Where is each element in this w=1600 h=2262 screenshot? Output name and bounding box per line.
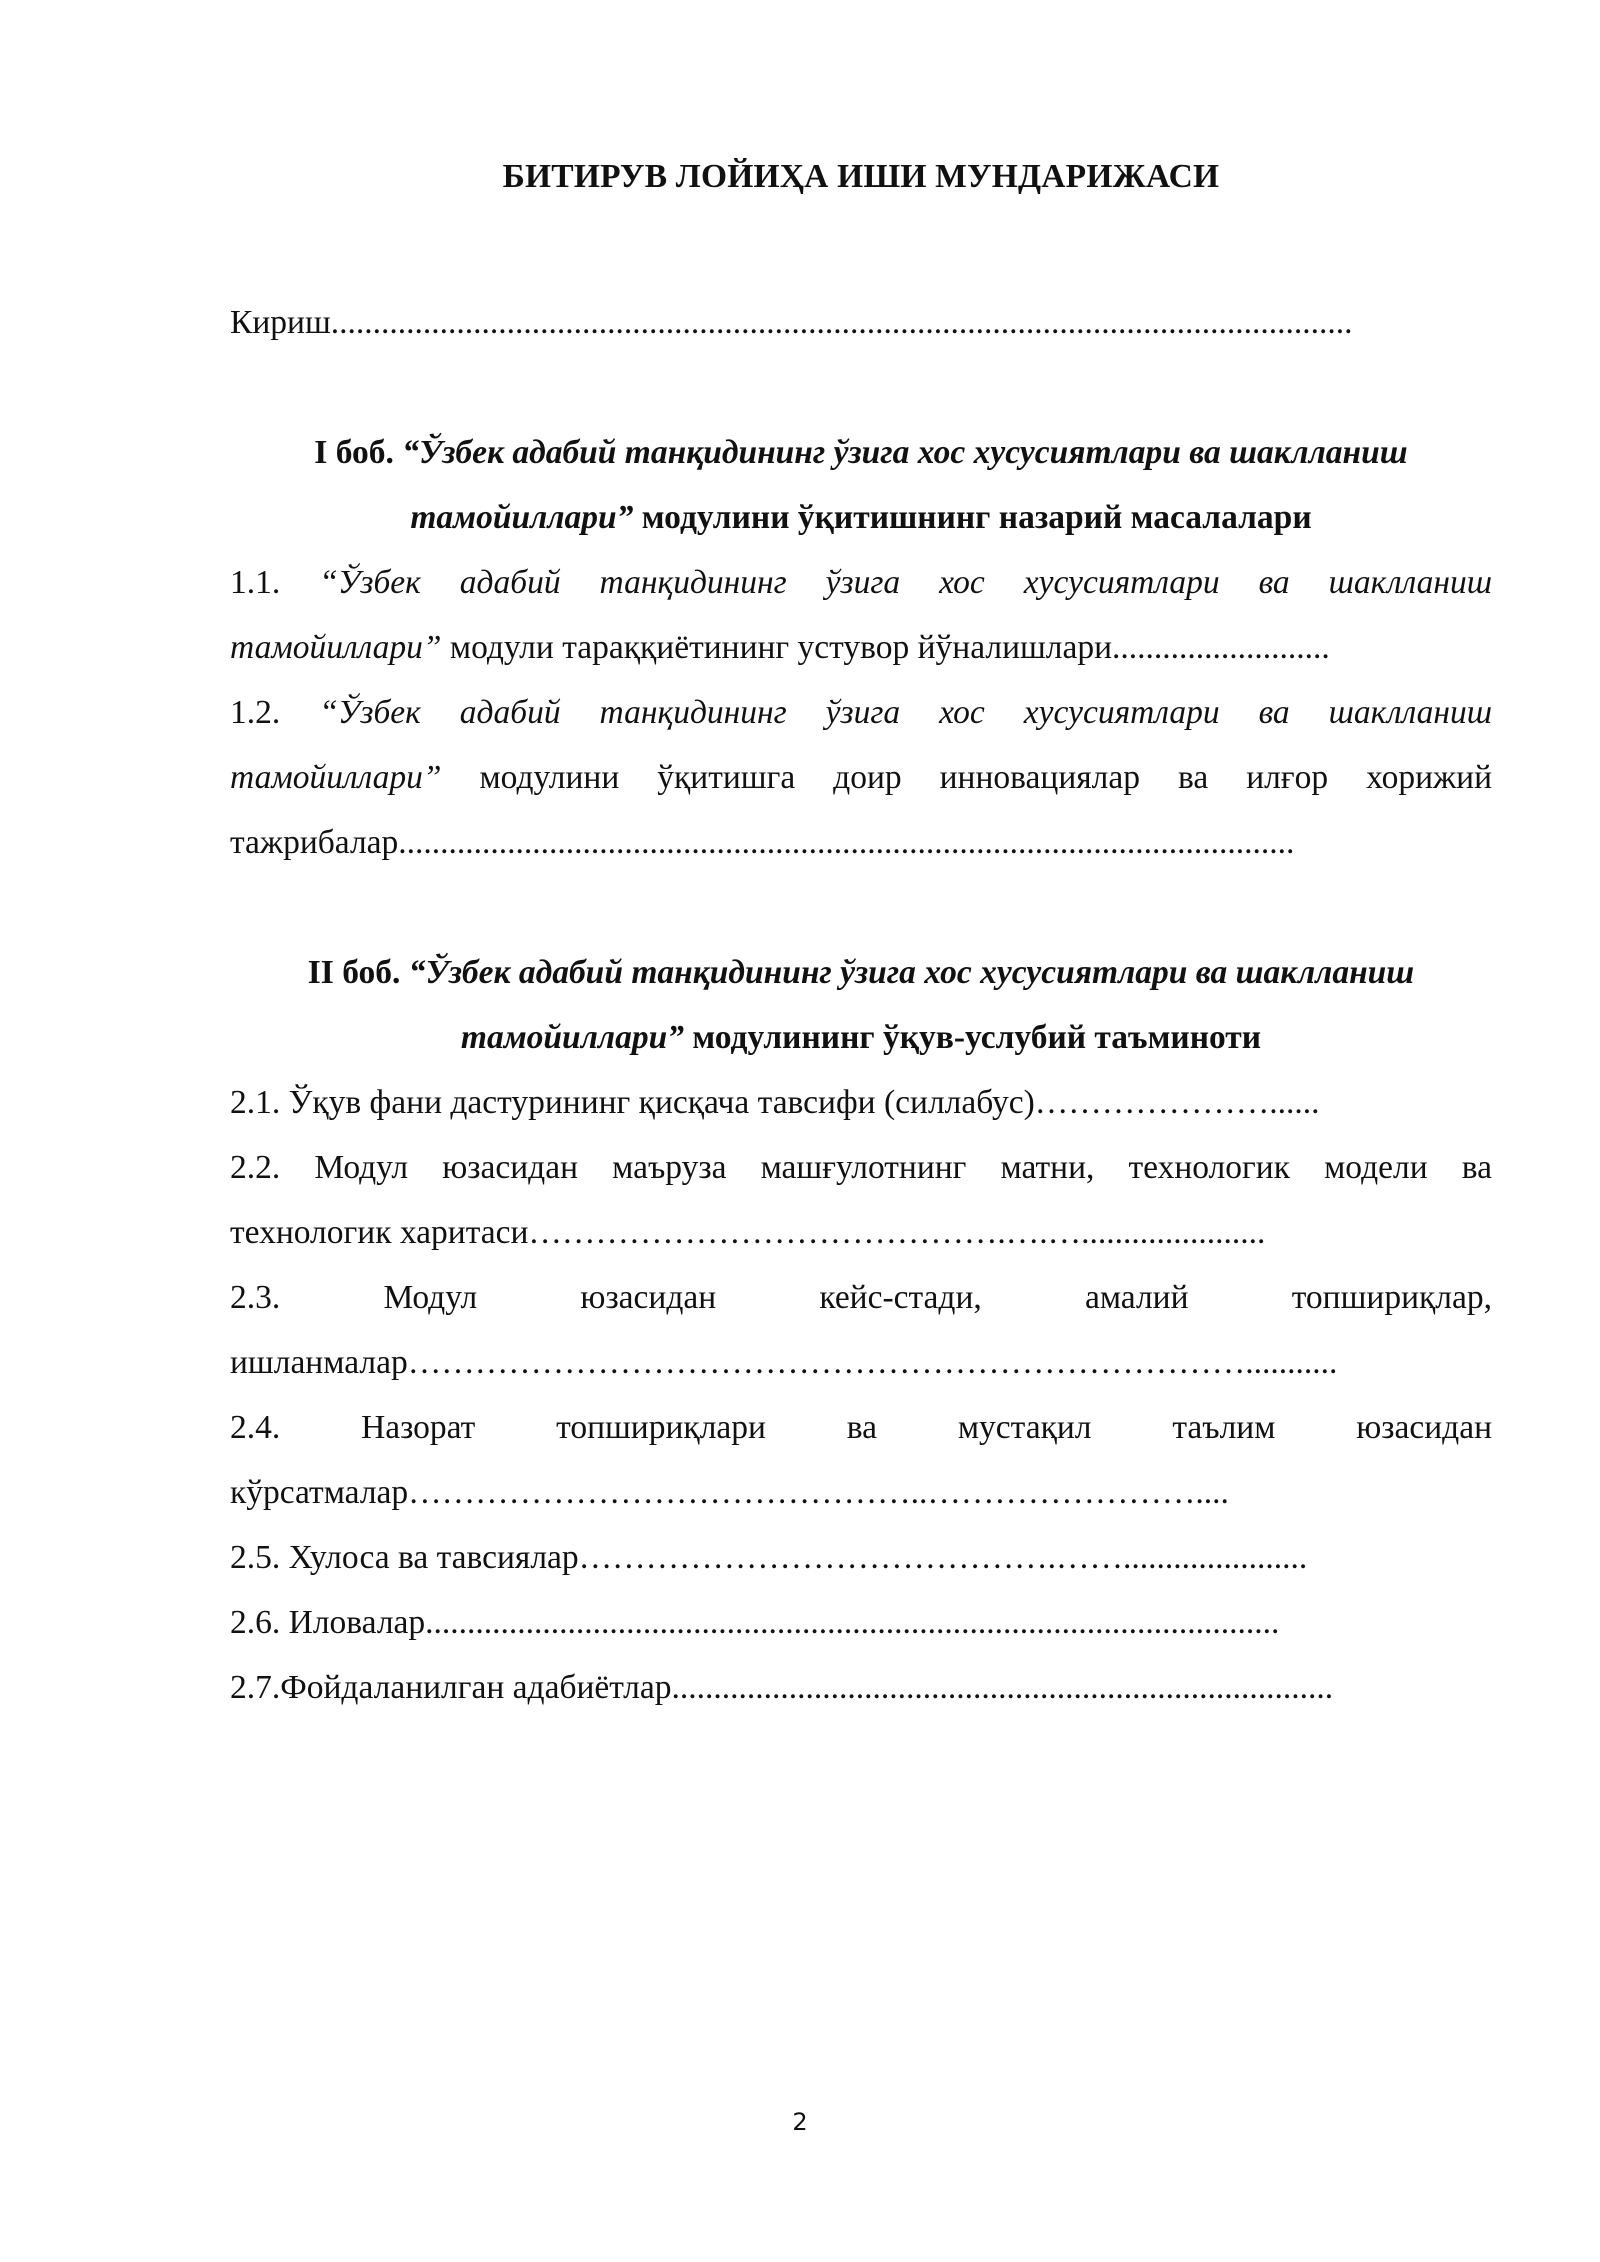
chapter1-module-title-end: тамойиллари” <box>410 499 634 536</box>
chapter2-heading-rest: модулининг ўқув-услубий таъминоти <box>683 1019 1262 1056</box>
toc-1-1-italic-end: тамойиллари” <box>230 629 442 666</box>
toc-1-2-line1 <box>230 680 1492 745</box>
chapter2-module-title: “Ўзбек адабий танқидининг ўзига хос хусусиятлари ва шаклланиш <box>408 954 1415 991</box>
spacer <box>230 875 1492 940</box>
toc-2-4-line1: 2.4. Назорат топшириқлари ва мустақил таълим юзасидан <box>230 1409 1492 1446</box>
spacer <box>230 355 1492 420</box>
document-title: БИТИРУВ ЛОЙИҲА ИШИ МУНДАРИЖАСИ <box>502 158 1220 195</box>
toc-1-2-line3: тажрибалар........................................................................................................... <box>230 824 1295 861</box>
toc-2-3-line1: 2.3. Модул юзасидан кейс-стади, амалий топшириқлар, <box>230 1279 1492 1316</box>
toc-1-1-line2 <box>230 615 1492 680</box>
chapter1-heading-line2 <box>230 485 1492 550</box>
toc-2-3-line2: ишланмалар…………………………………………………………………........... <box>230 1344 1338 1381</box>
toc-2-4-line2: кўрсатмалар………………………………………..…………………….... <box>230 1474 1229 1511</box>
toc-1-2-rest: модулини ўқитишга доир инновациялар ва илғор хорижий <box>441 759 1492 796</box>
chapter1-module-title: “Ўзбек адабий танқидининг ўзига хос хусусиятлари ва шаклланиш <box>402 434 1408 471</box>
toc-1-1-italic: “Ўзбек адабий танқидининг ўзига хос хусусиятлари ва шаклланиш <box>319 564 1492 601</box>
toc-1-1-number: 1.1. <box>230 564 281 601</box>
toc-2-5: 2.5. Хулоса ва тавсиялар…………………………………….……...................... <box>230 1539 1308 1576</box>
toc-2-2-line2: технологик харитаси…………………………………….….…...................... <box>230 1214 1266 1251</box>
toc-2-6: 2.6. Иловалар...................................................................................................... <box>230 1604 1280 1641</box>
chapter1-heading-line1 <box>230 420 1492 485</box>
toc-1-2-line2 <box>230 745 1492 810</box>
toc-2-7: 2.7.Фойдаланилган адабиётлар............................................................................... <box>230 1669 1334 1706</box>
toc-2-2-line1: 2.2. Модул юзасидан маъруза машғулотнинг матни, технологик модели ва <box>230 1149 1492 1186</box>
toc-intro: Кириш.......................................................................................................................... <box>230 304 1353 341</box>
chapter2-heading-line2 <box>230 1005 1492 1070</box>
chapter2-number: II боб. <box>307 954 409 991</box>
toc-1-2-italic-end: тамойиллари” <box>230 759 442 796</box>
toc-1-1-line1 <box>230 550 1492 615</box>
chapter2-module-title-end: тамойиллари” <box>460 1019 684 1056</box>
toc-1-2-number: 1.2. <box>230 694 281 731</box>
chapter1-number: I боб. <box>314 434 403 471</box>
toc-2-1: 2.1. Ўқув фани дастурининг қисқача тавсифи (силлабус)…………………...... <box>230 1084 1320 1121</box>
toc-1-2-italic: “Ўзбек адабий танқидининг ўзига хос хусусиятлари ва шаклланиш <box>319 694 1492 731</box>
page-number: 2 <box>792 2108 808 2136</box>
chapter1-heading-rest: модулини ўқитишнинг назарий масалалари <box>633 499 1312 536</box>
chapter2-heading-line1 <box>230 940 1492 1005</box>
toc-1-1-rest: модули тараққиётининг устувор йўналишлари.......................... <box>441 629 1330 666</box>
